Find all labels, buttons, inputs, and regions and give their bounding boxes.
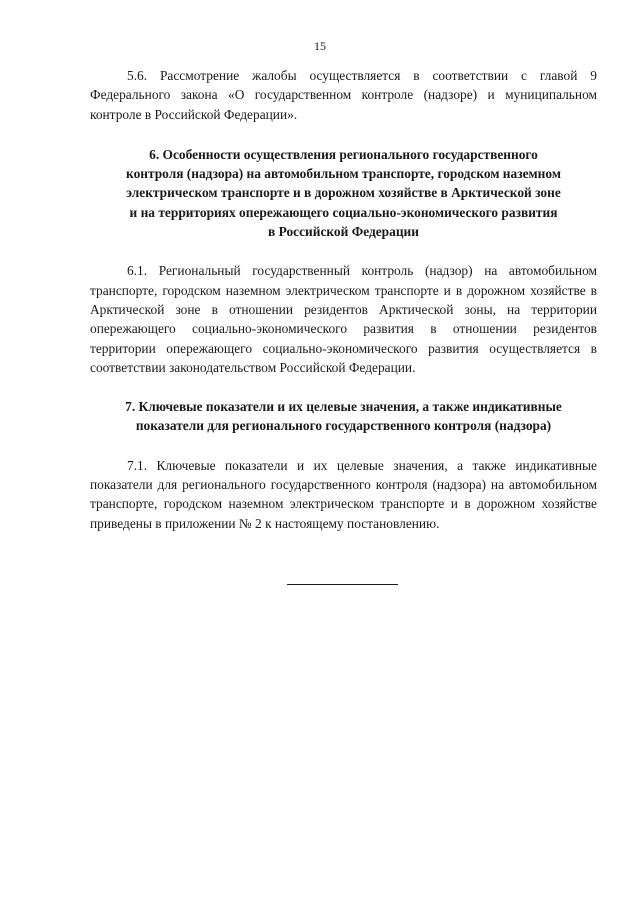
- section-heading-7-line-2: показатели для регионального государственного контроля (надзора): [135, 418, 552, 434]
- section-heading-7: [90, 397, 597, 436]
- section-heading-6: [90, 145, 597, 241]
- section-heading-6-line-2: контроля (надзора) на автомобильном транспорте, городском наземном: [126, 166, 561, 182]
- section-heading-6-line-1: 6. Особенности осуществления регионального государственного: [149, 146, 538, 162]
- section-heading-6-line-3: электрическом транспорте и в дорожном хозяйстве в Арктической зоне: [126, 185, 561, 201]
- section-heading-7-line-1: 7. Ключевые показатели и их целевые значения, а также индикативные: [125, 399, 562, 415]
- document-body: [90, 66, 597, 533]
- page-number: 15: [314, 39, 326, 53]
- end-divider: [287, 584, 398, 585]
- section-heading-6-line-5: в Российской Федерации: [268, 224, 419, 240]
- paragraph-6-1: 6.1. Региональный государственный контроль (надзор) на автомобильном транспорте, городском наземном электрическом транспорте и в дорожном хозяйстве в Арктической зоне в отношении резидентов Арктической зоны, на территории опережающего социально-экономического развития в отношении резидентов территории опережающего социально-экономического развития осуществляется в соответствии законодательством Российской Федерации.: [90, 263, 597, 375]
- paragraph-5-6: 5.6. Рассмотрение жалобы осуществляется в соответствии с главой 9 Федерального закона «О государственном контроле (надзоре) и муниципальном контроле в Российской Федерации».: [90, 68, 597, 122]
- paragraph-7-1: 7.1. Ключевые показатели и их целевые значения, а также индикативные показатели для регионального государственного контроля (надзора) на автомобильном транспорте, городском наземном электрическом транспорте и в дорожном хозяйстве приведены в приложении № 2 к настоящему постановлению.: [90, 457, 597, 531]
- section-heading-6-line-4: и на территориях опережающего социально-экономического развития: [129, 204, 558, 220]
